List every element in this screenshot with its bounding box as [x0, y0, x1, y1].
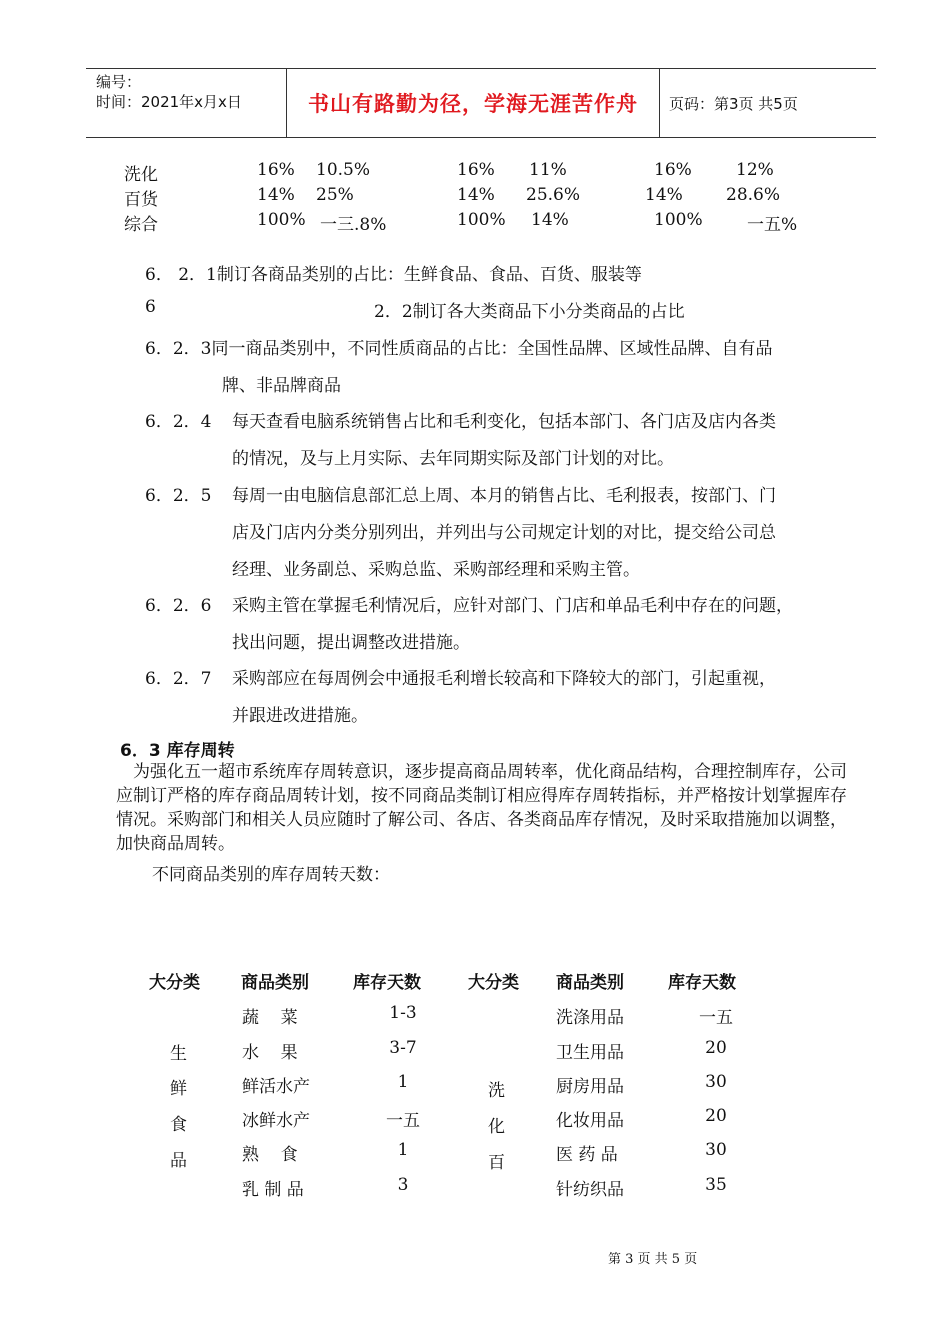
ratio-cell: 10.5% [316, 160, 371, 180]
table-cell-days: 3-7 [389, 1038, 417, 1058]
ratio-cell: 一三.8% [320, 215, 387, 235]
table-cell-days: 1 [397, 1140, 409, 1160]
doc-date-label: 时间：2021年x月x日 [96, 93, 242, 111]
header-meta [86, 69, 287, 137]
ratio-cell: 100% [457, 210, 506, 230]
table-cell-days: 一五 [699, 1008, 733, 1028]
table-cell-days: 1 [397, 1072, 409, 1092]
group-label-char: 生 [170, 1044, 187, 1064]
table-cell-category: 针纺织品 [556, 1180, 624, 1200]
doc-number-label: 编号： [96, 73, 142, 91]
group-label-char: 洗 [488, 1081, 505, 1101]
ratio-cell: 11% [529, 160, 567, 180]
item-6-2-7-cont: 并跟进改进措施。 [232, 706, 368, 726]
item-6-2-5: 每周一由电脑信息部汇总上周、本月的销售占比、毛利报表，按部门、门 [232, 486, 776, 506]
ratio-cell: 一五% [747, 215, 798, 235]
table-cell-category: 鲜活水产 [242, 1077, 310, 1097]
table-intro: 不同商品类别的库存周转天数： [152, 865, 390, 885]
table-cell-days: 3 [397, 1175, 409, 1195]
ratio-cell: 14% [257, 185, 295, 205]
item-6-2-5-cont: 经理、业务副总、采购总监、采购部经理和采购主管。 [232, 560, 640, 580]
table-header: 商品类别 [241, 973, 309, 993]
ratio-cell: 16% [654, 160, 692, 180]
ratio-cell: 14% [457, 185, 495, 205]
ratio-cell: 25.6% [526, 185, 581, 205]
page-footer: 第 3 页 共 5 页 [608, 1252, 698, 1267]
ratio-cell: 25% [316, 185, 354, 205]
table-cell-category: 熟 食 [242, 1145, 298, 1165]
section-heading: 6．3 库存周转 [120, 741, 235, 761]
ratio-row-name: 洗化 [124, 165, 158, 185]
item-6-2-6-cont: 找出问题，提出调整改进措施。 [232, 633, 470, 653]
item-6-2-3: 6．2．3同一商品类别中，不同性质商品的占比：全国性品牌、区域性品牌、自有品 [145, 339, 773, 359]
table-cell-category: 冰鲜水产 [242, 1111, 310, 1131]
table-header: 大分类 [468, 973, 519, 993]
item-6-2-1: 6． 2．1制订各商品类别的占比：生鲜食品、食品、百货、服装等 [145, 265, 642, 285]
table-cell-days: 20 [705, 1038, 727, 1058]
item-6-2-2-number: 6 [145, 297, 156, 317]
header-page-label: 页码：第3页 共5页 [669, 94, 798, 113]
table-header: 库存天数 [353, 973, 421, 993]
table-header: 库存天数 [668, 973, 736, 993]
table-cell-days: 30 [705, 1072, 727, 1092]
group-label-char: 品 [170, 1151, 187, 1171]
table-cell-category: 化妆用品 [556, 1111, 624, 1131]
table-cell-days: 35 [705, 1175, 727, 1195]
ratio-row-name: 百货 [124, 190, 158, 210]
table-cell-category: 乳 制 品 [242, 1180, 304, 1200]
group-label-char: 百 [488, 1153, 505, 1173]
item-6-2-6: 采购主管在掌握毛利情况后，应针对部门、门店和单品毛利中存在的问题， [232, 596, 793, 616]
ratio-cell: 12% [736, 160, 774, 180]
table-cell-days: 30 [705, 1140, 727, 1160]
item-6-2-4-cont: 的情况，及与上月实际、去年同期实际及部门计划的对比。 [232, 449, 674, 469]
ratio-cell: 16% [457, 160, 495, 180]
table-cell-category: 卫生用品 [556, 1043, 624, 1063]
table-cell-days: 一五 [386, 1111, 420, 1131]
item-6-2-7: 采购部应在每周例会中通报毛利增长较高和下降较大的部门，引起重视， [232, 669, 776, 689]
ratio-cell: 14% [531, 210, 569, 230]
section-body: 为强化五一超市系统库存周转意识，逐步提高商品周转率，优化商品结构，合理控制库存，公司应制订严格的库存商品周转计划，按不同商品类制订相应得库存周转指标，并严格按计划掌握库存情况。采购部门和相关人员应随时了解公司、各店、各类商品库存情况，及时采取措施加以调整，加快商品周转。 [116, 762, 847, 854]
table-cell-category: 水 果 [242, 1043, 298, 1063]
table-cell-category: 厨房用品 [556, 1077, 624, 1097]
item-6-2-5-cont: 店及门店内分类分别列出，并列出与公司规定计划的对比，提交给公司总 [232, 523, 776, 543]
item-6-2-5-number: 6．2．5 [145, 486, 212, 506]
item-6-2-4: 每天查看电脑系统销售占比和毛利变化，包括本部门、各门店及店内各类 [232, 412, 776, 432]
group-label-char: 食 [170, 1115, 187, 1135]
header-motto: 书山有路勤为径，学海无涯苦作舟 [287, 69, 660, 137]
table-cell-category: 蔬 菜 [242, 1008, 298, 1028]
table-cell-days: 1-3 [389, 1003, 417, 1023]
ratio-row-name: 综合 [124, 215, 158, 235]
ratio-cell: 28.6% [726, 185, 781, 205]
table-cell-category: 洗涤用品 [556, 1008, 624, 1028]
ratio-cell: 100% [257, 210, 306, 230]
table-cell-days: 20 [705, 1106, 727, 1126]
item-6-2-2: 2．2制订各大类商品下小分类商品的占比 [374, 302, 685, 322]
page-header [86, 68, 876, 138]
ratio-cell: 100% [654, 210, 703, 230]
table-header: 商品类别 [556, 973, 624, 993]
table-cell-category: 医 药 品 [556, 1145, 618, 1165]
item-6-2-3-cont: 牌、非品牌商品 [222, 376, 341, 396]
ratio-cell: 14% [645, 185, 683, 205]
table-header: 大分类 [149, 973, 200, 993]
item-6-2-4-number: 6．2．4 [145, 412, 212, 432]
group-label-char: 鲜 [170, 1079, 187, 1099]
item-6-2-7-number: 6．2．7 [145, 669, 212, 689]
group-label-char: 化 [488, 1117, 505, 1137]
item-6-2-6-number: 6．2．6 [145, 596, 212, 616]
ratio-cell: 16% [257, 160, 295, 180]
